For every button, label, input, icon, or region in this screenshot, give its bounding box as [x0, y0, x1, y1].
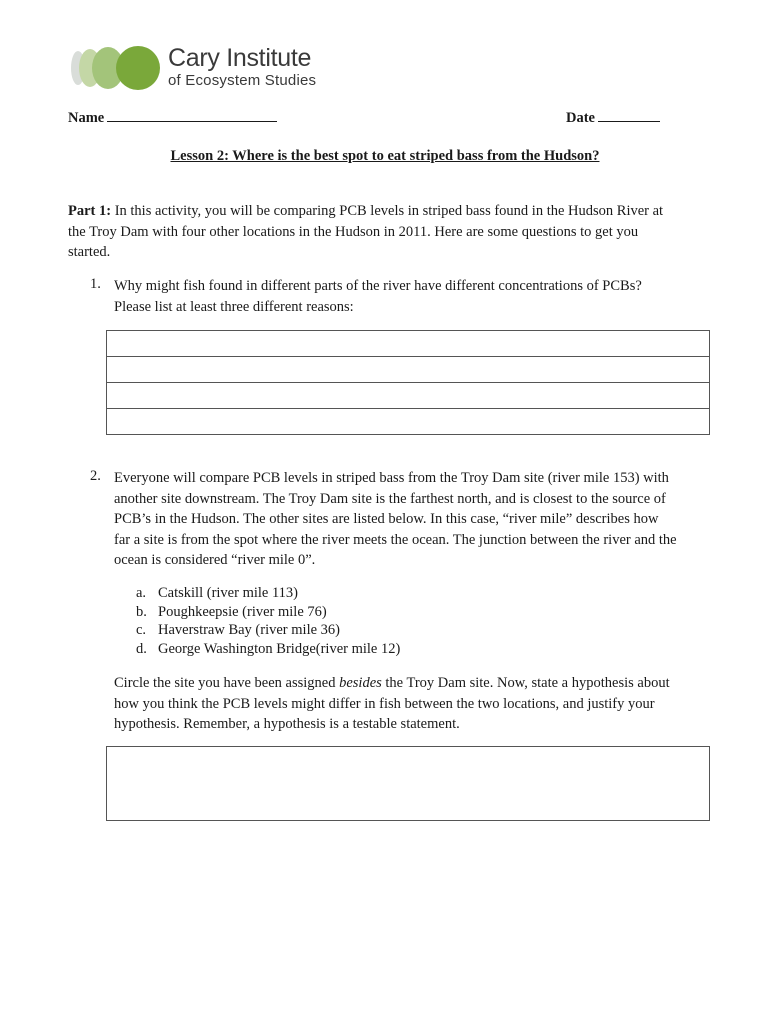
part1-line-1: In this activity, you will be comparing PCB levels in striped bass found in the Hudson River at [114, 203, 664, 219]
hypothesis-answer-box[interactable] [106, 746, 710, 821]
date-label: Date [566, 110, 595, 126]
name-field[interactable] [68, 107, 277, 127]
q2-line-3: PCB’s in the Hudson. The other sites are listed below. In this case, “river mile” describes how [114, 511, 659, 527]
site-letter: c. [136, 622, 147, 638]
site-item-poughkeepsie [136, 603, 400, 622]
q2-line-2: another site downstream. The Troy Dam site is the farthest north, and is closest to the source of [114, 490, 666, 507]
site-item-haverstraw-bay [136, 621, 400, 640]
q2-line-1: Everyone will compare PCB levels in striped bass from the Troy Dam site (river mile 153) with [114, 470, 669, 486]
q1-answer-row-3[interactable] [107, 383, 709, 409]
instruction-line-1b: the Troy Dam site. Now, state a hypothesis about [381, 675, 670, 691]
instruction-line-1a: Circle the site you have been assigned [114, 675, 340, 691]
cary-institute-logo [68, 44, 318, 94]
q1-answer-row-2[interactable] [107, 357, 709, 383]
logo-text [168, 44, 316, 90]
instruction-besides: besides [339, 675, 382, 691]
lesson-title: Lesson 2: Where is the best spot to eat striped bass from the Hudson? [170, 148, 600, 164]
q1-answer-row-1[interactable] [107, 331, 709, 357]
site-item-gw-bridge [136, 640, 400, 659]
q2-line-5: ocean is considered “river mile 0”. [114, 552, 316, 568]
q1-line-1: Why might fish found in different parts of the river have different concentrations of PCBs? [114, 278, 642, 294]
site-item-catskill [136, 584, 400, 603]
site-text: George Washington Bridge(river mile 12) [158, 640, 401, 657]
site-list [136, 584, 400, 658]
logo-circle-4 [116, 46, 160, 90]
site-text: Catskill (river mile 113) [158, 585, 299, 601]
q2-number: 2. [90, 468, 101, 484]
q2-text [114, 468, 724, 571]
logo-title: Cary Institute [168, 44, 312, 72]
q2-line-4: far a site is from the spot where the river meets the ocean. The junction between the river and the [114, 531, 677, 548]
site-text: Poughkeepsie (river mile 76) [158, 603, 327, 620]
part1-line-3: started. [68, 244, 111, 260]
name-blank-line[interactable] [107, 107, 277, 122]
site-text: Haverstraw Bay (river mile 36) [158, 622, 340, 638]
q1-text [114, 276, 714, 317]
name-label: Name [68, 110, 105, 126]
part1-intro [68, 201, 708, 263]
logo-subtitle: of Ecosystem Studies [168, 72, 317, 89]
logo-circles-icon [68, 44, 168, 94]
q1-answer-table [106, 330, 710, 435]
date-blank-line[interactable] [598, 107, 660, 122]
q2-instruction [114, 673, 724, 735]
part1-label: Part 1: [68, 203, 112, 219]
q1-number: 1. [90, 276, 101, 292]
instruction-line-3: hypothesis. Remember, a hypothesis is a testable statement. [114, 716, 460, 732]
site-letter: b. [136, 603, 147, 620]
part1-line-2: the Troy Dam with four other locations in the Hudson in 2011. Here are some questions to get you [68, 223, 639, 240]
date-field[interactable] [566, 107, 660, 127]
instruction-line-2: how you think the PCB levels might differ in fish between the two locations, and justify your [114, 695, 655, 712]
site-letter: d. [136, 640, 147, 657]
q1-line-2: Please list at least three different reasons: [114, 298, 354, 315]
q1-answer-row-4[interactable] [107, 409, 709, 434]
site-letter: a. [136, 585, 147, 601]
